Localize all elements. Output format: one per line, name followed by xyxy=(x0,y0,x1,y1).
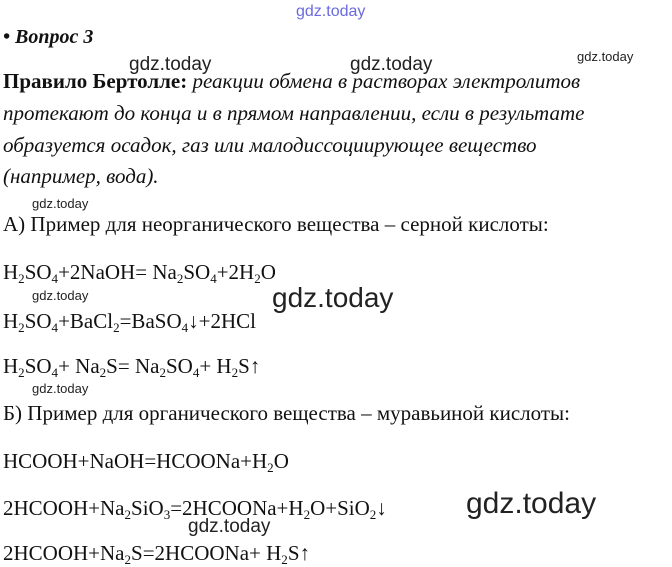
watermark: gdz.today xyxy=(466,487,597,520)
watermark: gdz.today xyxy=(32,381,89,396)
equation: $2HCOOH+Na_2SiO_3=2HCOONa+H_2O+SiO_2↓$ xyxy=(3,496,387,522)
section-a-heading: А) Пример для неорганического вещества – серной кислоты: xyxy=(3,212,549,236)
equation: $H_2SO_4+BaCl_2=BaSO_4↓+2HCl$ xyxy=(3,309,256,335)
rule-title: Правило Бертолле: xyxy=(3,69,188,93)
rule-line-2: протекают до конца и в прямом направлении, если в результате xyxy=(3,101,585,125)
rule-line-4: (например, вода). xyxy=(3,164,159,188)
rule-line-1 xyxy=(3,69,580,94)
watermark: gdz.today xyxy=(577,49,634,64)
watermark: gdz.today xyxy=(272,282,394,313)
watermark: gdz.today xyxy=(32,288,89,303)
equation: $H_2SO_4+ Na_2S= Na_2SO_4+$ $H_2S↑$ xyxy=(3,354,261,380)
watermark: gdz.today xyxy=(350,54,433,75)
watermark: gdz.today xyxy=(129,54,212,75)
watermark: gdz.today xyxy=(32,196,89,211)
equation: $H_2SO_4+2NaOH= Na_2SO_4+2H_2O$ xyxy=(3,260,276,286)
watermark-top: gdz.today xyxy=(296,3,366,20)
rule-text: реакции обмена в растворах электролитов xyxy=(187,69,581,93)
equation: $HCOOH+NaOH=HCOONa+H_2O$ xyxy=(3,449,289,475)
question-heading: • Вопрос 3 xyxy=(3,26,94,48)
equation: $2HCOOH+Na_2S=2HCOONa+$ $H_2S↑$ xyxy=(3,541,310,567)
watermark: gdz.today xyxy=(188,516,271,537)
section-b-heading: Б) Пример для органического вещества – муравьиной кислоты: xyxy=(3,401,570,425)
rule-line-3: образуется осадок, газ или малодиссоциирующее вещество xyxy=(3,133,537,157)
